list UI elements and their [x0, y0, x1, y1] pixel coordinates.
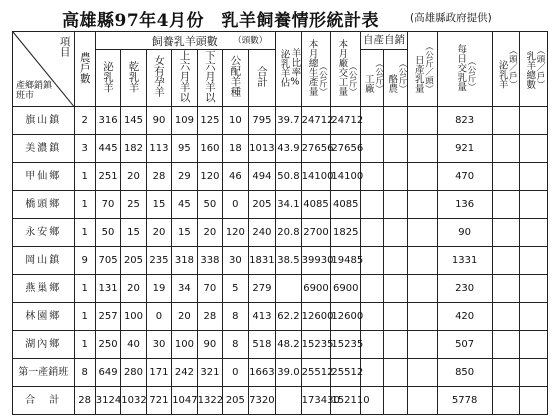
cell-households: 3	[74, 135, 95, 163]
cell-daily-delivery: 1331	[437, 247, 492, 275]
cell-below6: 28	[197, 303, 222, 331]
cell-self-factory	[361, 275, 384, 303]
table-row	[13, 387, 548, 415]
corner-bottom-label: 產鄉銷鎮班市	[16, 81, 53, 102]
row-name: 湖內鄉	[13, 331, 75, 359]
table-row	[13, 275, 548, 303]
cell-self-farmer	[384, 359, 407, 387]
header-pregnant: 女有孕羊	[146, 50, 171, 107]
title-bar	[0, 6, 560, 32]
cell-lactating: 705	[95, 247, 120, 275]
cell-ratio: 62.2	[276, 303, 301, 331]
table-row	[13, 163, 548, 191]
cell-daily-per-head	[407, 303, 437, 331]
cell-buck: 18	[223, 135, 248, 163]
cell-daily-delivery: 136	[437, 191, 492, 219]
cell-above6: 45	[172, 191, 197, 219]
cell-lactating: 131	[95, 275, 120, 303]
cell-self-farmer	[384, 275, 407, 303]
table-row	[13, 219, 548, 247]
cell-total: 494	[248, 163, 276, 191]
cell-month: 27656	[301, 135, 331, 163]
cell-lactating: 250	[95, 331, 120, 359]
cell-above6: 1047	[172, 387, 197, 415]
cell-month: 39930	[301, 247, 331, 275]
cell-dry: 40	[121, 331, 146, 359]
cell-delivery: 27656	[331, 135, 361, 163]
cell-lact-per-house	[492, 331, 520, 359]
cell-daily-delivery: 921	[437, 135, 492, 163]
cell-buck: 5	[223, 275, 248, 303]
cell-self-farmer	[384, 135, 407, 163]
cell-above6: 109	[172, 107, 197, 135]
corner-header	[13, 32, 75, 107]
cell-dry: 1032	[121, 387, 146, 415]
cell-below6: 50	[197, 191, 222, 219]
cell-dry: 20	[121, 275, 146, 303]
cell-daily-per-head	[407, 135, 437, 163]
header-ratio: 泌乳羊佔羊比率%	[276, 32, 301, 107]
row-name: 合 計	[13, 387, 75, 415]
table-row	[13, 107, 548, 135]
cell-daily-per-head	[407, 387, 437, 415]
row-name: 旗山鎮	[13, 107, 75, 135]
table-row	[13, 247, 548, 275]
cell-below6: 20	[197, 219, 222, 247]
cell-above6: 15	[172, 219, 197, 247]
cell-month: 4085	[301, 191, 331, 219]
cell-households: 2	[74, 107, 95, 135]
cell-total: 1831	[248, 247, 276, 275]
row-name: 林園鄉	[13, 303, 75, 331]
cell-buck: 30	[223, 247, 248, 275]
cell-total: 279	[248, 275, 276, 303]
row-name: 甲仙鄉	[13, 163, 75, 191]
cell-below6: 90	[197, 331, 222, 359]
cell-dry: 20	[121, 163, 146, 191]
cell-dry: 205	[121, 247, 146, 275]
cell-lact-per-house	[492, 219, 520, 247]
cell-daily-per-head	[407, 275, 437, 303]
cell-total: 1013	[248, 135, 276, 163]
cell-pregnant: 19	[146, 275, 171, 303]
header-month-production: 本月總生產量（公斤）	[301, 32, 331, 107]
cell-total: 518	[248, 331, 276, 359]
cell-month: 14100	[301, 163, 331, 191]
cell-lact-per-house	[492, 303, 520, 331]
table-row	[13, 191, 548, 219]
cell-daily-delivery: 470	[437, 163, 492, 191]
cell-daily-delivery: 850	[437, 359, 492, 387]
cell-pregnant: 30	[146, 331, 171, 359]
cell-households: 1	[74, 191, 95, 219]
cell-lactating: 316	[95, 107, 120, 135]
cell-month: 24712	[301, 107, 331, 135]
cell-self-factory	[361, 303, 384, 331]
page-title: 高雄縣97年4月份 乳羊飼養情形統計表	[62, 11, 379, 31]
cell-above6: 34	[172, 275, 197, 303]
cell-lact-per-house	[492, 107, 520, 135]
cell-daily-per-head	[407, 359, 437, 387]
cell-ratio	[276, 387, 301, 415]
table-row	[13, 359, 548, 387]
cell-dry: 25	[121, 191, 146, 219]
cell-pregnant: 171	[146, 359, 171, 387]
header-lactating-per-household: 泌乳羊（頭／戶）	[492, 32, 520, 107]
cell-total: 1663	[248, 359, 276, 387]
cell-above6: 95	[172, 135, 197, 163]
cell-delivery: 12600	[331, 303, 361, 331]
cell-pregnant: 28	[146, 163, 171, 191]
cell-below6: 120	[197, 163, 222, 191]
cell-ratio: 34.1	[276, 191, 301, 219]
cell-head-per-house	[520, 331, 548, 359]
cell-total: 7320	[248, 387, 276, 415]
cell-total: 205	[248, 191, 276, 219]
cell-daily-delivery: 507	[437, 331, 492, 359]
corner-top-label: 項目	[58, 36, 71, 57]
cell-dry: 15	[121, 219, 146, 247]
header-households: 農戶數	[74, 32, 95, 107]
cell-delivery: 15235	[331, 331, 361, 359]
cell-self-factory	[361, 163, 384, 191]
source-note: (高雄縣政府提供)	[410, 12, 492, 24]
cell-self-factory	[361, 107, 384, 135]
cell-lactating: 251	[95, 163, 120, 191]
cell-head-per-house	[520, 275, 548, 303]
cell-buck: 205	[223, 387, 248, 415]
cell-pregnant: 90	[146, 107, 171, 135]
cell-month: 6900	[301, 275, 331, 303]
cell-households: 9	[74, 247, 95, 275]
cell-lact-per-house	[492, 191, 520, 219]
table-row	[13, 303, 548, 331]
header-dry: 乾乳羊	[121, 50, 146, 107]
cell-self-farmer	[384, 331, 407, 359]
cell-ratio: 39.7	[276, 107, 301, 135]
cell-self-factory	[361, 219, 384, 247]
cell-households: 28	[74, 387, 95, 415]
cell-head-per-house	[520, 107, 548, 135]
cell-ratio: 38.5	[276, 247, 301, 275]
header-lactating: 泌乳羊	[95, 50, 120, 107]
cell-ratio: 50.8	[276, 163, 301, 191]
cell-month: 12600	[301, 303, 331, 331]
cell-above6: 29	[172, 163, 197, 191]
cell-below6: 160	[197, 135, 222, 163]
cell-self-factory	[361, 191, 384, 219]
cell-pregnant: 0	[146, 303, 171, 331]
header-self-sale: 自產自銷	[361, 32, 408, 50]
cell-lactating: 649	[95, 359, 120, 387]
header-daily-delivery: 每日交乳量（公斤）	[437, 32, 492, 107]
cell-head-per-house	[520, 219, 548, 247]
table-row	[13, 135, 548, 163]
cell-delivery: 152110	[331, 387, 361, 415]
cell-buck: 0	[223, 359, 248, 387]
cell-head-per-house	[520, 191, 548, 219]
cell-below6: 321	[197, 359, 222, 387]
cell-lact-per-house	[492, 275, 520, 303]
cell-ratio: 20.8	[276, 219, 301, 247]
cell-delivery: 19485	[331, 247, 361, 275]
cell-buck: 46	[223, 163, 248, 191]
cell-daily-per-head	[407, 219, 437, 247]
row-name: 第一產銷班	[13, 359, 75, 387]
cell-head-per-house	[520, 359, 548, 387]
cell-month: 15235	[301, 331, 331, 359]
header-below-six-months: 下六月羊以	[197, 50, 222, 107]
cell-households: 1	[74, 331, 95, 359]
cell-delivery: 6900	[331, 275, 361, 303]
cell-lactating: 3124	[95, 387, 120, 415]
cell-head-per-house	[520, 247, 548, 275]
header-head-per-household: 乳羊總數（頭／戶）	[520, 32, 548, 107]
cell-self-farmer	[384, 191, 407, 219]
cell-ratio	[276, 275, 301, 303]
cell-total: 795	[248, 107, 276, 135]
cell-households: 1	[74, 219, 95, 247]
cell-buck: 8	[223, 331, 248, 359]
cell-above6: 100	[172, 331, 197, 359]
cell-self-factory	[361, 359, 384, 387]
cell-self-farmer	[384, 387, 407, 415]
cell-daily-per-head	[407, 163, 437, 191]
header-self-factory: 工廠（公斤）	[361, 50, 384, 107]
cell-head-per-house	[520, 163, 548, 191]
cell-pregnant: 20	[146, 219, 171, 247]
cell-head-per-house	[520, 303, 548, 331]
cell-ratio: 39.0	[276, 359, 301, 387]
cell-lact-per-house	[492, 163, 520, 191]
group-label: 飼養乳羊頭數	[151, 35, 218, 48]
cell-pregnant: 15	[146, 191, 171, 219]
cell-self-farmer	[384, 247, 407, 275]
cell-buck: 8	[223, 303, 248, 331]
cell-total: 413	[248, 303, 276, 331]
cell-delivery: 24712	[331, 107, 361, 135]
cell-households: 8	[74, 359, 95, 387]
cell-dry: 145	[121, 107, 146, 135]
cell-lact-per-house	[492, 387, 520, 415]
cell-households: 1	[74, 275, 95, 303]
cell-pregnant: 113	[146, 135, 171, 163]
header-self-farmer: 酪農（公斤）	[384, 50, 407, 107]
cell-delivery: 14100	[331, 163, 361, 191]
cell-dry: 182	[121, 135, 146, 163]
cell-daily-delivery: 420	[437, 303, 492, 331]
cell-above6: 20	[172, 303, 197, 331]
cell-lactating: 257	[95, 303, 120, 331]
cell-dry: 280	[121, 359, 146, 387]
cell-pregnant: 721	[146, 387, 171, 415]
cell-daily-delivery: 5778	[437, 387, 492, 415]
row-name: 永安鄉	[13, 219, 75, 247]
cell-ratio: 43.9	[276, 135, 301, 163]
table-row	[13, 331, 548, 359]
header-daily-yield: 日產乳量（公斤／頭）	[407, 32, 437, 107]
cell-buck: 120	[223, 219, 248, 247]
row-name: 燕巢鄉	[13, 275, 75, 303]
stats-table	[12, 31, 548, 415]
cell-self-farmer	[384, 107, 407, 135]
cell-self-factory	[361, 247, 384, 275]
cell-month: 2700	[301, 219, 331, 247]
cell-self-farmer	[384, 303, 407, 331]
cell-delivery: 1825	[331, 219, 361, 247]
cell-daily-per-head	[407, 331, 437, 359]
cell-daily-delivery: 230	[437, 275, 492, 303]
cell-delivery: 25512	[331, 359, 361, 387]
cell-daily-per-head	[407, 107, 437, 135]
cell-above6: 242	[172, 359, 197, 387]
cell-ratio: 48.2	[276, 331, 301, 359]
cell-daily-delivery: 823	[437, 107, 492, 135]
cell-below6: 1322	[197, 387, 222, 415]
cell-below6: 70	[197, 275, 222, 303]
cell-total: 240	[248, 219, 276, 247]
cell-head-per-house	[520, 387, 548, 415]
cell-pregnant: 235	[146, 247, 171, 275]
cell-daily-delivery: 90	[437, 219, 492, 247]
header-month-delivery: 本月廠交工量（公斤）	[331, 32, 361, 107]
cell-head-per-house	[520, 135, 548, 163]
cell-households: 1	[74, 303, 95, 331]
cell-above6: 318	[172, 247, 197, 275]
cell-lactating: 50	[95, 219, 120, 247]
cell-lact-per-house	[492, 247, 520, 275]
cell-dry: 100	[121, 303, 146, 331]
cell-below6: 125	[197, 107, 222, 135]
row-name: 橋頭鄉	[13, 191, 75, 219]
cell-self-farmer	[384, 163, 407, 191]
cell-buck: 0	[223, 191, 248, 219]
cell-month: 173430	[301, 387, 331, 415]
cell-buck: 10	[223, 107, 248, 135]
row-name: 岡山鎮	[13, 247, 75, 275]
cell-lactating: 70	[95, 191, 120, 219]
header-goat-count-group	[95, 32, 275, 50]
cell-self-farmer	[384, 219, 407, 247]
cell-below6: 338	[197, 247, 222, 275]
cell-lact-per-house	[492, 135, 520, 163]
header-above-six-months: 上六月羊以	[172, 50, 197, 107]
cell-self-factory	[361, 135, 384, 163]
cell-daily-per-head	[407, 247, 437, 275]
row-name: 美濃鎮	[13, 135, 75, 163]
group-unit: （頭數）	[233, 36, 268, 46]
cell-households: 1	[74, 163, 95, 191]
cell-delivery: 4085	[331, 191, 361, 219]
cell-self-factory	[361, 331, 384, 359]
cell-month: 25512	[301, 359, 331, 387]
cell-lactating: 445	[95, 135, 120, 163]
cell-lact-per-house	[492, 359, 520, 387]
header-total: 合計	[248, 50, 276, 107]
header-buck: 公配羊種	[223, 50, 248, 107]
cell-daily-per-head	[407, 191, 437, 219]
